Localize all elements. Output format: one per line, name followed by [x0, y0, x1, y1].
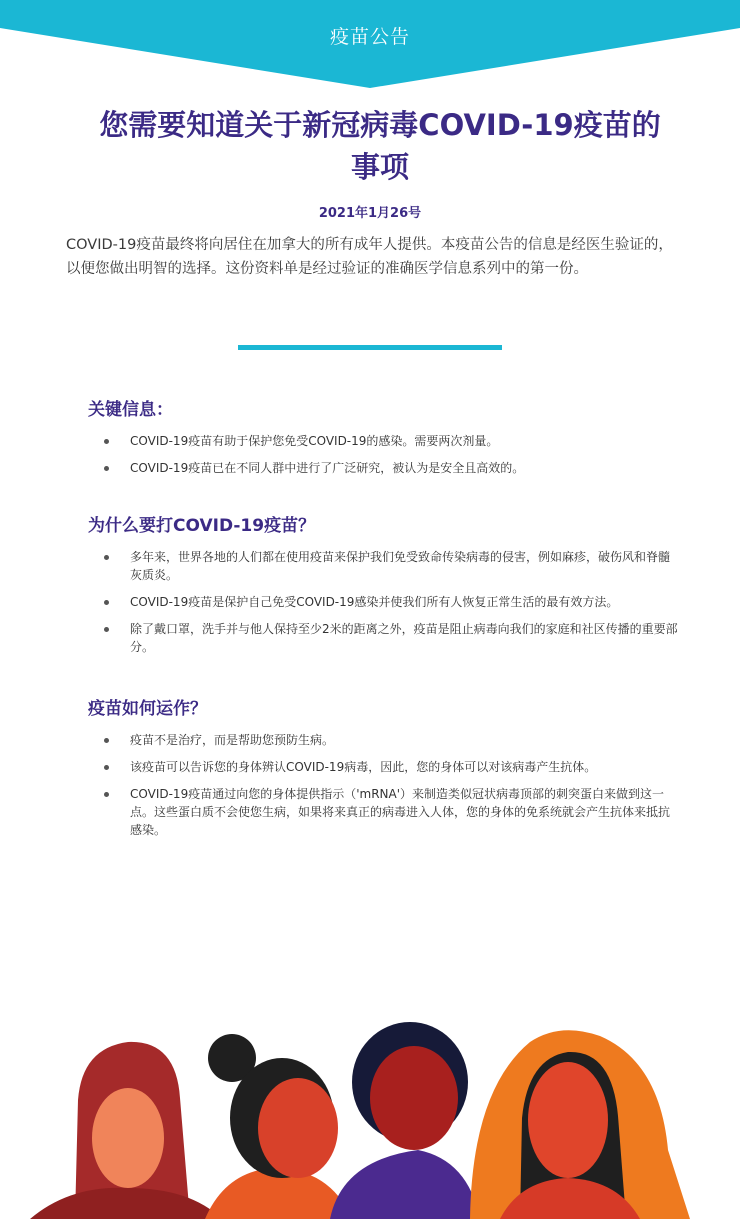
key-info-section [88, 398, 678, 486]
how-vaccines-work-section [88, 697, 678, 848]
list-item-text: COVID-19疫苗已在不同人群中进行了广泛研究，被认为是安全且高效的。 [130, 461, 525, 475]
how-vaccines-work-heading: 疫苗如何运作？ [88, 699, 207, 719]
list-item-text: COVID-19疫苗是保护自己免受COVID-19感染并使我们所有人恢复正常生活的最有效方法。 [130, 595, 619, 609]
person-bun [205, 1034, 352, 1219]
bullet-icon [104, 738, 109, 743]
list-item-text: 多年来，世界各地的人们都在使用疫苗来保护我们免受致命传染病毒的侵害，例如麻疹，破伤风和脊髓灰质炎。 [130, 550, 671, 582]
list-item [88, 548, 678, 584]
bullet-icon [104, 600, 109, 605]
person-headscarf [470, 1030, 690, 1219]
intro-paragraph: COVID-19疫苗最终将向居住在加拿大的所有成年人提供。本疫苗公告的信息是经医生验证的，以便您做出明智的选择。这份资料单是经过验证的准确医学信息系列中的第一份。 [66, 237, 673, 277]
list-item [88, 459, 678, 477]
publish-date: 2021年1月26号 [318, 206, 422, 221]
page-title: 您需要知道关于新冠病毒COVID-19疫苗的事项 [99, 108, 661, 184]
person-hijab [30, 1042, 222, 1219]
list-item-text: COVID-19疫苗有助于保护您免受COVID-19的感染。需要两次剂量。 [130, 434, 499, 448]
key-info-heading: 关键信息： [88, 400, 173, 420]
bullet-icon [104, 439, 109, 444]
person-afro [330, 1022, 480, 1219]
bullet-icon [104, 466, 109, 471]
list-item [88, 620, 678, 656]
list-item [88, 432, 678, 450]
list-item-text: 疫苗不是治疗，而是帮助您预防生病。 [130, 733, 335, 747]
bullet-icon [104, 627, 109, 632]
list-item [88, 593, 678, 611]
why-vaccinate-section [88, 514, 678, 665]
header-banner [0, 0, 740, 95]
banner-label: 疫苗公告 [329, 26, 410, 48]
why-vaccinate-list [88, 548, 678, 656]
list-item-text: 除了戴口罩，洗手并与他人保持至少2米的距离之外，疫苗是阻止病毒向我们的家庭和社区传播的重要部分。 [130, 622, 678, 654]
list-item-text: COVID-19疫苗通过向您的身体提供指示（'mRNA'）来制造类似冠状病毒顶部的刺突蛋白来做到这一点。这些蛋白质不会使您生病，如果将来真正的病毒进入人体，您的身体的免系统就会产生抗体来抵抗感染。 [130, 787, 671, 837]
bullet-icon [104, 765, 109, 770]
list-item-text: 该疫苗可以告诉您的身体辨认COVID-19病毒，因此，您的身体可以对该病毒产生抗体。 [130, 760, 597, 774]
list-item [88, 785, 678, 839]
why-vaccinate-heading: 为什么要打COVID-19疫苗？ [88, 516, 316, 536]
bullet-icon [104, 792, 109, 797]
section-divider [238, 345, 502, 350]
key-info-list [88, 432, 678, 477]
list-item [88, 758, 678, 776]
how-vaccines-work-list [88, 731, 678, 839]
people-illustration [0, 1010, 740, 1219]
list-item [88, 731, 678, 749]
bullet-icon [104, 555, 109, 560]
